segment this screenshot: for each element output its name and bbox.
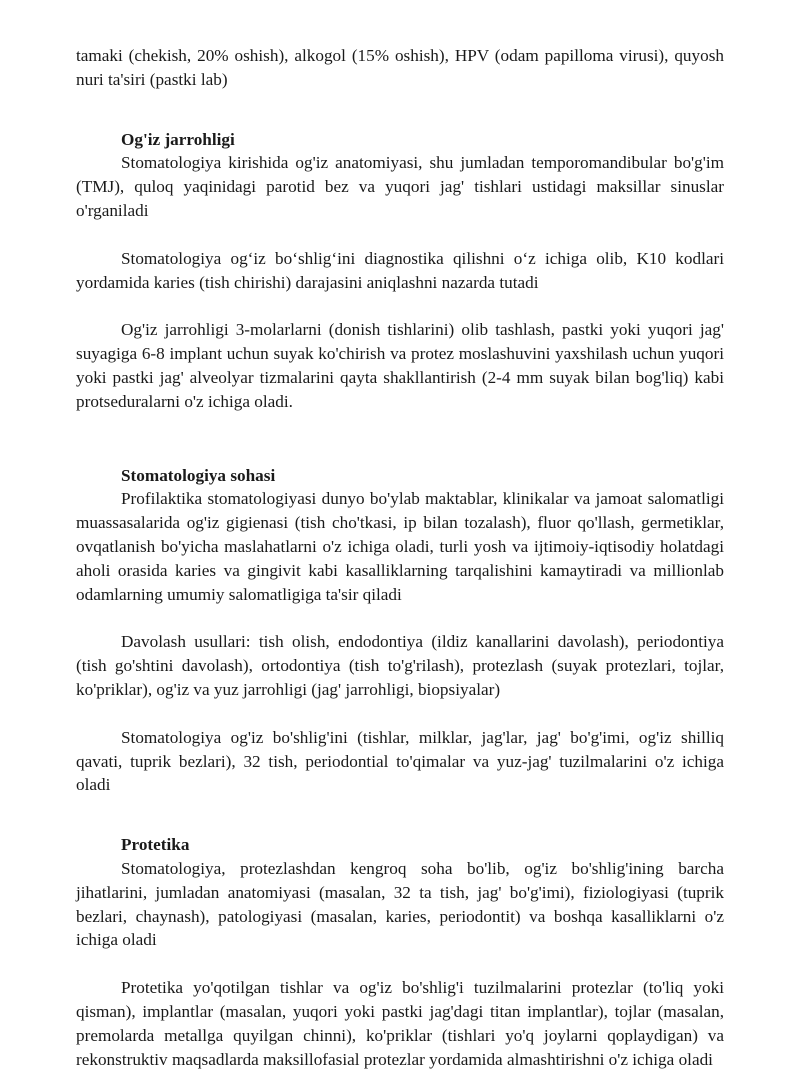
prosthetics-paragraph-1: Stomatologiya, protezlashdan kengroq soha bo'lib, og'iz bo'shlig'ining barcha jihatlarini, jumladan anatomiyasi (masalan, 32 ta tish, jag' bo'g'imi), fiziologiyasi (tuprik bezlari, chaynash), patologiyasi (masalan, karies, periodontit) va boshqa kasalliklarni o'z ichiga oladi <box>76 858 724 950</box>
oral-surgery-paragraph-1: Stomatologiya kirishida og'iz anatomiyasi, shu jumladan temporomandibular bo'g'im (TMJ), quloq yaqinidagi parotid bez va yuqori jag' tishlari ustidagi maksillar sinuslar o'rganiladi <box>76 153 724 220</box>
heading-prosthetics: Protetika <box>121 835 190 855</box>
dentistry-field-paragraph-3: Stomatologiya og'iz bo'shlig'ini (tishlar, milklar, jag'lar, jag' bo'g'imi, og'iz shilliq qavati, tuprik bezlari), 32 tish, periodontial to'qimalar va yuz-jag' tuzilmalarini o'z ichiga oladi <box>76 727 724 795</box>
heading-oral-surgery: Og'iz jarrohligi <box>121 129 235 149</box>
oral-surgery-paragraph-3: Og'iz jarrohligi 3-molarlarni (donish tishlarini) olib tashlash, pastki yoki yuqori jag' suyagiga 6-8 implant uchun suyak ko'chirish va protez moslashuvini yaxshilash uchun yuqori yoki pastki jag' alveolyar tizmalarini qayta shakllantirish (2-4 mm suyak bilan bog'liq) kabi protseduralarni o'z ichiga oladi. <box>76 320 724 411</box>
dentistry-field-paragraph-2: Davolash usullari: tish olish, endodontiya (ildiz kanallarini davolash), periodontiya (tish go'shtini davolash), ortodontiya (tish to'g'rilash), protezlash (suyak protezlari, tojlar, ko'priklar), og'iz va yuz jarrohligi (jag' jarrohligi, biopsiyalar) <box>76 632 724 699</box>
intro-paragraph: tamaki (chekish, 20% oshish), alkogol (15% oshish), HPV (odam papilloma virusi), quyosh nuri ta'siri (pastki lab) <box>76 46 724 89</box>
oral-surgery-paragraph-2: Stomatologiya og‘iz bo‘shlig‘ini diagnostika qilishni o‘z ichiga olib, K10 kodlari yordamida karies (tish chirishi) darajasini aniqlashni nazarda tutadi <box>76 248 724 292</box>
prosthetics-paragraph-2: Protetika yo'qotilgan tishlar va og'iz bo'shlig'i tuzilmalarini protezlar (to'liq yoki qisman), implantlar (masalan, yuqori yoki pastki jag'dagi titan implantlar), tojlar (masalan, premolarda metallga quyilgan chinni), ko'priklar (tishlari yo'q joylarni qoplaydigan) va rekonstruktiv maqsadlarda maksillofasial protezlar yordamida almashtirishni o'z ichiga oladi <box>76 978 724 1069</box>
heading-dentistry-field: Stomatologiya sohasi <box>121 465 276 485</box>
dentistry-field-paragraph-1: Profilaktika stomatologiyasi dunyo bo'ylab maktablar, klinikalar va jamoat salomatligi muassasalarida og'iz gigienasi (tish cho'tkasi, ip bilan tozalash), fluor qo'llash, germetiklar, ovqatlanish bo'yicha maslahatlarni o'z ichiga oladi, turli yosh va ijtimoiy-iqtisodiy holatdagi aholi orasida karies va gingivit kabi kasalliklarning tarqalishini kamaytiradi va millionlab odamlarning umumiy salomatligiga ta'sir qiladi <box>76 489 724 604</box>
